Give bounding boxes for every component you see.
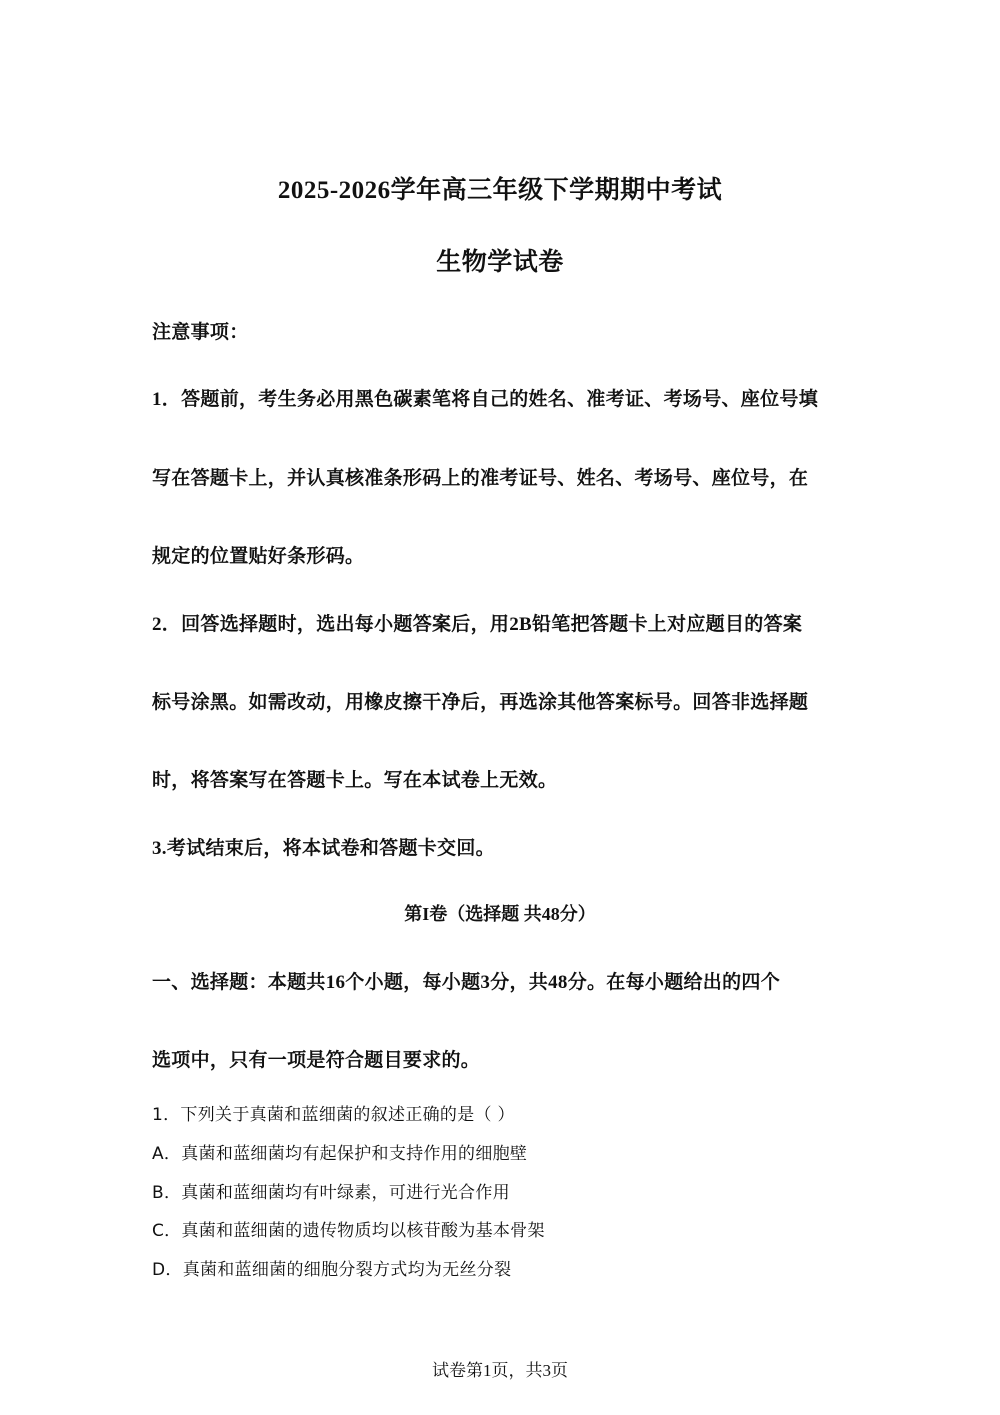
option-b: B．真菌和蓝细菌均有叶绿素，可进行光合作用: [152, 1183, 510, 1203]
notice-line: 1．答题前，考生务必用黑色碳素笔将自己的姓名、准考证、考场号、座位号填: [152, 389, 819, 410]
volume-title: 第I卷（选择题 共48分）: [404, 904, 596, 924]
notice-line: 规定的位置贴好条形码。: [152, 546, 365, 567]
option-c: C．真菌和蓝细菌的遗传物质均以核苷酸为基本骨架: [152, 1221, 545, 1241]
exam-title: 2025-2026学年高三年级下学期期中考试: [277, 177, 723, 204]
notice-line: 2．回答选择题时，选出每小题答案后，用2B铅笔把答题卡上对应题目的答案: [152, 614, 803, 635]
notice-line: 时，将答案写在答题卡上。写在本试卷上无效。: [152, 770, 558, 791]
notice-line: 3.考试结束后，将本试卷和答题卡交回。: [152, 838, 495, 859]
notice-line: 标号涂黑。如需改动，用橡皮擦干净后，再选涂其他答案标号。回答非选择题: [152, 692, 809, 713]
subject-title: 生物学试卷: [436, 249, 564, 276]
section-instruction: 一、选择题：本题共16个小题，每小题3分，共48分。在每小题给出的四个: [152, 972, 781, 993]
notice-line: 写在答题卡上，并认真核准条形码上的准考证号、姓名、考场号、座位号，在: [152, 468, 809, 489]
question-stem: 1．下列关于真菌和蓝细菌的叙述正确的是（ ）: [152, 1105, 515, 1125]
notice-heading: 注意事项：: [152, 322, 249, 343]
option-a: A．真菌和蓝细菌均有起保护和支持作用的细胞壁: [152, 1144, 528, 1164]
page-footer: 试卷第1页，共3页: [432, 1361, 568, 1380]
option-d: D．真菌和蓝细菌的细胞分裂方式均为无丝分裂: [152, 1260, 512, 1280]
section-instruction: 选项中，只有一项是符合题目要求的。: [152, 1050, 481, 1071]
